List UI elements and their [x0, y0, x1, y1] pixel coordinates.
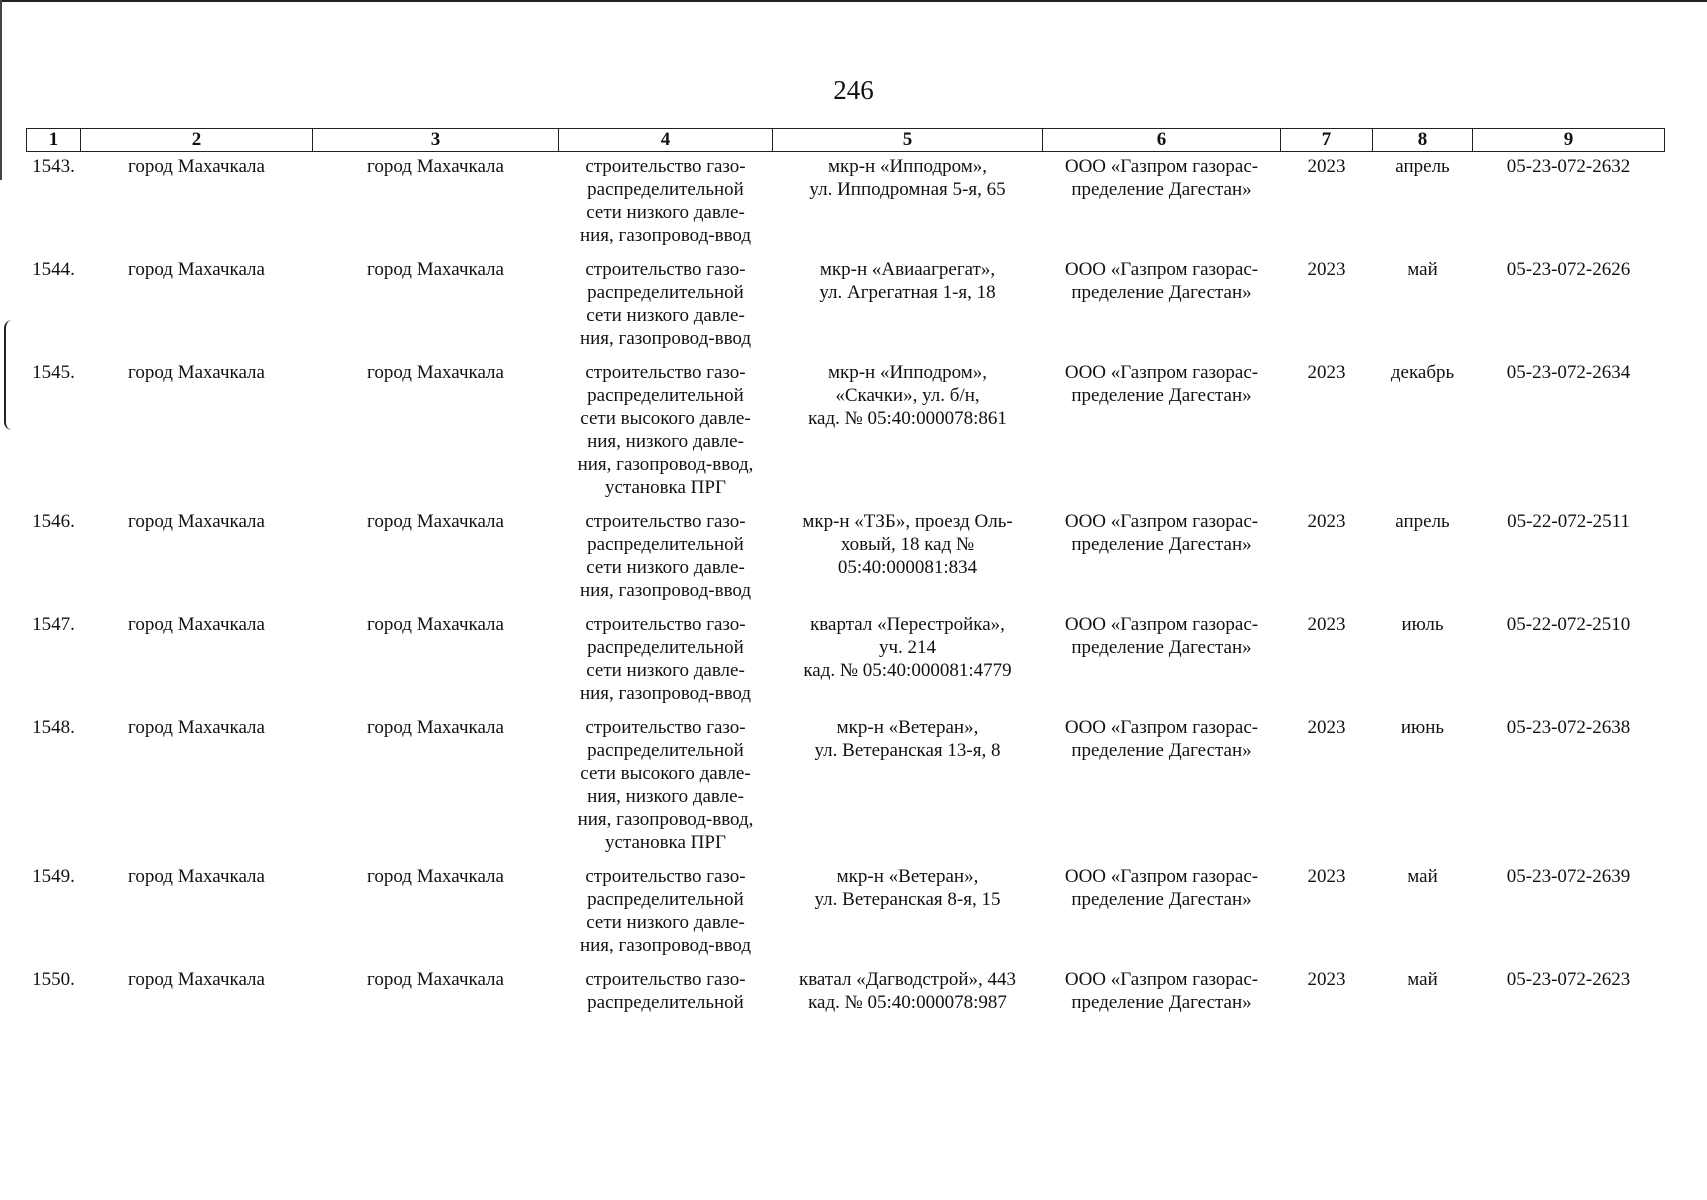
- work-description-cell: [559, 152, 773, 256]
- year-cell: 2023: [1307, 511, 1346, 532]
- address-cell: [773, 713, 1043, 862]
- work-description-cell-line: строительство газо-: [585, 866, 746, 887]
- work-description-cell-line: ния, низкого давле-: [587, 431, 744, 452]
- year-cell: 2023: [1307, 717, 1346, 738]
- settlement-cell: город Махачкала: [367, 866, 504, 887]
- column-header-8: 8: [1373, 129, 1473, 152]
- organization-cell: [1043, 358, 1281, 507]
- organization-cell-line: пределение Дагестан»: [1071, 992, 1252, 1013]
- code-cell: 05-23-072-2634: [1506, 362, 1631, 383]
- work-description-cell-line: распределительной: [587, 179, 744, 200]
- registry-body: [27, 152, 1665, 1023]
- district-cell: город Махачкала: [128, 362, 265, 383]
- code-cell: 05-23-072-2638: [1506, 717, 1631, 738]
- table-row: [27, 610, 1665, 713]
- settlement-cell: город Махачкала: [367, 156, 504, 177]
- code-cell: 05-22-072-2511: [1507, 511, 1630, 532]
- organization-cell-line: пределение Дагестан»: [1071, 179, 1252, 200]
- month-cell: июль: [1401, 614, 1444, 635]
- work-description-cell-line: ния, газопровод-ввод: [579, 328, 752, 349]
- address-cell-line: кватал «Дагводстрой», 443: [798, 969, 1017, 990]
- organization-cell: [1043, 610, 1281, 713]
- column-header-6: 6: [1043, 129, 1281, 152]
- registry-table: [26, 128, 1665, 1022]
- month-cell: май: [1407, 969, 1438, 990]
- district-cell: город Махачкала: [128, 866, 265, 887]
- organization-cell: [1043, 152, 1281, 256]
- work-description-cell-line: сети низкого давле-: [586, 202, 745, 223]
- address-cell: [773, 507, 1043, 610]
- column-header-3: 3: [313, 129, 559, 152]
- work-description-cell: [559, 507, 773, 610]
- table-row: [27, 965, 1665, 1022]
- address-cell-line: мкр-н «Ветеран»,: [836, 866, 979, 887]
- table-row: [27, 713, 1665, 862]
- header-row: [27, 129, 1665, 152]
- organization-cell: [1043, 965, 1281, 1022]
- code-cell: 05-23-072-2639: [1506, 866, 1631, 887]
- address-cell-line: уч. 214: [878, 637, 937, 658]
- organization-cell-line: ООО «Газпром газорас-: [1064, 511, 1259, 532]
- organization-cell-line: пределение Дагестан»: [1071, 385, 1252, 406]
- work-description-cell-line: сети низкого давле-: [586, 557, 745, 578]
- work-description-cell-line: ния, газопровод-ввод: [579, 935, 752, 956]
- organization-cell-line: ООО «Газпром газорас-: [1064, 156, 1259, 177]
- row-number: 1549.: [32, 866, 75, 887]
- table-row: [27, 152, 1665, 256]
- address-cell-line: 05:40:000081:834: [837, 557, 978, 578]
- work-description-cell-line: сети низкого давле-: [586, 660, 745, 681]
- work-description-cell-line: строительство газо-: [585, 614, 746, 635]
- organization-cell-line: ООО «Газпром газорас-: [1064, 866, 1259, 887]
- work-description-cell: [559, 610, 773, 713]
- work-description-cell-line: распределительной: [587, 282, 744, 303]
- organization-cell: [1043, 713, 1281, 862]
- settlement-cell: город Махачкала: [367, 969, 504, 990]
- work-description-cell: [559, 255, 773, 358]
- organization-cell-line: пределение Дагестан»: [1071, 534, 1252, 555]
- work-description-cell: [559, 713, 773, 862]
- work-description-cell-line: строительство газо-: [585, 259, 746, 280]
- work-description-cell-line: распределительной: [587, 637, 744, 658]
- organization-cell: [1043, 255, 1281, 358]
- work-description-cell-line: ния, газопровод-ввод: [579, 580, 752, 601]
- row-number: 1543.: [32, 156, 75, 177]
- work-description-cell: [559, 358, 773, 507]
- work-description-cell-line: распределительной: [587, 534, 744, 555]
- address-cell-line: кад. № 05:40:000078:861: [808, 408, 1007, 429]
- year-cell: 2023: [1307, 969, 1346, 990]
- settlement-cell: город Махачкала: [367, 614, 504, 635]
- work-description-cell-line: строительство газо-: [585, 362, 746, 383]
- settlement-cell: город Махачкала: [367, 362, 504, 383]
- page-number: 246: [833, 75, 874, 105]
- district-cell: город Махачкала: [128, 717, 265, 738]
- row-number: 1548.: [32, 717, 75, 738]
- settlement-cell: город Махачкала: [367, 511, 504, 532]
- month-cell: июнь: [1400, 717, 1445, 738]
- address-cell-line: мкр-н «Ипподром»,: [827, 156, 988, 177]
- column-header-5: 5: [773, 129, 1043, 152]
- address-cell-line: кад. № 05:40:000078:987: [808, 992, 1007, 1013]
- column-header-2: 2: [81, 129, 313, 152]
- address-cell-line: ул. Ипподромная 5-я, 65: [809, 179, 1006, 200]
- address-cell-line: кад. № 05:40:000081:4779: [803, 660, 1012, 681]
- address-cell-line: мкр-н «Ветеран»,: [836, 717, 979, 738]
- address-cell: [773, 255, 1043, 358]
- organization-cell-line: ООО «Газпром газорас-: [1064, 362, 1259, 383]
- table-row: [27, 358, 1665, 507]
- district-cell: город Махачкала: [128, 156, 265, 177]
- row-number: 1547.: [32, 614, 75, 635]
- address-cell: [773, 358, 1043, 507]
- work-description-cell-line: сети низкого давле-: [586, 305, 745, 326]
- address-cell-line: ховый, 18 кад №: [840, 534, 975, 555]
- year-cell: 2023: [1307, 362, 1346, 383]
- work-description-cell-line: ния, газопровод-ввод,: [577, 809, 754, 830]
- address-cell: [773, 862, 1043, 965]
- work-description-cell-line: ния, газопровод-ввод: [579, 683, 752, 704]
- organization-cell-line: ООО «Газпром газорас-: [1064, 614, 1259, 635]
- address-cell-line: ул. Агрегатная 1-я, 18: [819, 282, 996, 303]
- work-description-cell: [559, 965, 773, 1022]
- address-cell-line: мкр-н «Авиаагрегат»,: [819, 259, 996, 280]
- binding-mark: [4, 320, 20, 430]
- district-cell: город Махачкала: [128, 969, 265, 990]
- organization-cell-line: ООО «Газпром газорас-: [1064, 969, 1259, 990]
- year-cell: 2023: [1307, 866, 1346, 887]
- column-header-1: 1: [27, 129, 81, 152]
- table-row: [27, 507, 1665, 610]
- scan-edge-top: [0, 0, 1707, 2]
- work-description-cell-line: сети низкого давле-: [586, 912, 745, 933]
- work-description-cell-line: установка ПРГ: [605, 477, 726, 498]
- column-header-7: 7: [1281, 129, 1373, 152]
- column-header-4: 4: [559, 129, 773, 152]
- code-cell: 05-23-072-2626: [1506, 259, 1631, 280]
- district-cell: город Махачкала: [128, 511, 265, 532]
- organization-cell: [1043, 862, 1281, 965]
- address-cell-line: ул. Ветеранская 13-я, 8: [814, 740, 1001, 761]
- work-description-cell-line: ния, газопровод-ввод,: [577, 454, 754, 475]
- work-description-cell-line: строительство газо-: [585, 156, 746, 177]
- month-cell: декабрь: [1390, 362, 1455, 383]
- work-description-cell-line: строительство газо-: [585, 969, 746, 990]
- work-description-cell-line: строительство газо-: [585, 717, 746, 738]
- organization-cell-line: пределение Дагестан»: [1071, 889, 1252, 910]
- month-cell: апрель: [1395, 511, 1450, 532]
- settlement-cell: город Махачкала: [367, 259, 504, 280]
- address-cell: [773, 965, 1043, 1022]
- organization-cell: [1043, 507, 1281, 610]
- organization-cell-line: ООО «Газпром газорас-: [1064, 259, 1259, 280]
- month-cell: май: [1407, 866, 1438, 887]
- district-cell: город Махачкала: [128, 614, 265, 635]
- row-number: 1546.: [32, 511, 75, 532]
- year-cell: 2023: [1307, 614, 1346, 635]
- address-cell-line: мкр-н «Ипподром»,: [827, 362, 988, 383]
- work-description-cell-line: распределительной: [587, 889, 744, 910]
- work-description-cell-line: распределительной: [587, 385, 744, 406]
- organization-cell-line: пределение Дагестан»: [1071, 637, 1252, 658]
- row-number: 1545.: [32, 362, 75, 383]
- settlement-cell: город Махачкала: [367, 717, 504, 738]
- code-cell: 05-22-072-2510: [1506, 614, 1631, 635]
- column-header-9: 9: [1473, 129, 1665, 152]
- address-cell-line: мкр-н «ТЗБ», проезд Оль-: [802, 511, 1013, 532]
- row-number: 1550.: [32, 969, 75, 990]
- work-description-cell-line: сети высокого давле-: [580, 408, 751, 429]
- work-description-cell-line: ния, газопровод-ввод: [579, 225, 752, 246]
- organization-cell-line: ООО «Газпром газорас-: [1064, 717, 1259, 738]
- work-description-cell-line: строительство газо-: [585, 511, 746, 532]
- work-description-cell-line: распределительной: [587, 740, 744, 761]
- address-cell: [773, 610, 1043, 713]
- table-row: [27, 862, 1665, 965]
- month-cell: апрель: [1395, 156, 1450, 177]
- organization-cell-line: пределение Дагестан»: [1071, 282, 1252, 303]
- year-cell: 2023: [1307, 259, 1346, 280]
- work-description-cell-line: сети высокого давле-: [580, 763, 751, 784]
- address-cell: [773, 152, 1043, 256]
- work-description-cell: [559, 862, 773, 965]
- work-description-cell-line: ния, низкого давле-: [587, 786, 744, 807]
- address-cell-line: ул. Ветеранская 8-я, 15: [814, 889, 1001, 910]
- work-description-cell-line: распределительной: [587, 992, 744, 1013]
- year-cell: 2023: [1307, 156, 1346, 177]
- work-description-cell-line: установка ПРГ: [605, 832, 726, 853]
- address-cell-line: квартал «Перестройка»,: [810, 614, 1005, 635]
- address-cell-line: «Скачки», ул. б/н,: [835, 385, 980, 406]
- table-row: [27, 255, 1665, 358]
- month-cell: май: [1407, 259, 1438, 280]
- code-cell: 05-23-072-2632: [1506, 156, 1631, 177]
- organization-cell-line: пределение Дагестан»: [1071, 740, 1252, 761]
- row-number: 1544.: [32, 259, 75, 280]
- code-cell: 05-23-072-2623: [1506, 969, 1631, 990]
- district-cell: город Махачкала: [128, 259, 265, 280]
